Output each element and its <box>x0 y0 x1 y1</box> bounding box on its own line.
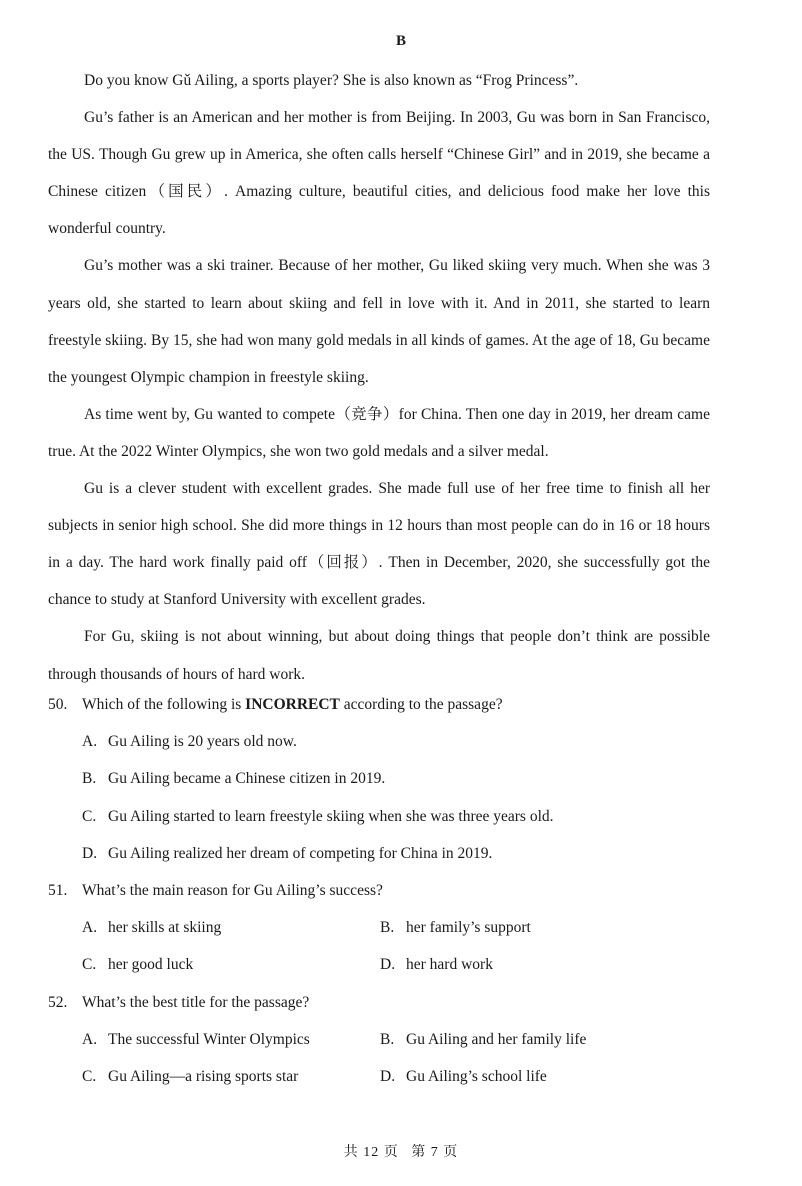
option-text: Gu Ailing is 20 years old now. <box>108 733 297 751</box>
option-letter: B. <box>82 770 97 788</box>
answer-option-b[interactable] <box>380 1021 678 1058</box>
answer-option-c[interactable] <box>48 798 710 835</box>
question-text: Which of the following is <box>82 696 246 713</box>
answer-option-c[interactable] <box>82 946 380 983</box>
option-text: her skills at skiing <box>108 919 222 937</box>
answer-option-a[interactable] <box>48 723 710 760</box>
section-letter: B <box>395 33 406 49</box>
option-letter: C. <box>82 956 97 974</box>
question-stem <box>48 686 710 723</box>
question-stem <box>48 984 710 1021</box>
question-list <box>48 686 710 1095</box>
answer-option-d[interactable] <box>380 1058 678 1095</box>
passage-paragraph-2: Gu’s father is an American and her mother is from Beijing. In 2003, Gu was born in San Francisco, the US. Though Gu grew up in America, she often calls herself “Chinese Girl” and in 2019, she became a Chinese citizen（国民）. Amazing culture, beautiful cities, and delicious food make her love this wonderful country. <box>48 109 710 238</box>
answer-option-row <box>48 1021 710 1058</box>
question-text-end: according to the passage? <box>339 696 503 713</box>
reading-passage <box>48 62 710 693</box>
question-keyword: INCORRECT <box>245 696 340 713</box>
answer-option-b[interactable] <box>380 909 678 946</box>
option-letter: D. <box>82 844 98 862</box>
option-letter: B. <box>380 1030 395 1048</box>
passage-paragraph-5: Gu is a clever student with excellent grades. She made full use of her free time to finish all her subjects in senior high school. She did more things in 12 hours than most people can do in 16 or 18 hours in a day. The hard work finally paid off（回报）. Then in December, 2020, she successfully got the chance to study at Stanford University with excellent grades. <box>48 480 710 609</box>
option-text: Gu Ailing’s school life <box>406 1068 547 1086</box>
question-51 <box>48 872 710 984</box>
option-text: Gu Ailing—a rising sports star <box>108 1068 299 1086</box>
answer-option-b[interactable] <box>48 760 710 797</box>
question-text: What’s the main reason for Gu Ailing’s success? <box>82 882 383 900</box>
option-letter: D. <box>380 956 396 974</box>
passage-paragraph-3: Gu’s mother was a ski trainer. Because of her mother, Gu liked skiing very much. When she was 3 years old, she started to learn about skiing and fell in love with it. And in 2011, she started to learn freestyle skiing. By 15, she had won many gold medals in all kinds of games. At the age of 18, Gu became the youngest Olympic champion in freestyle skiing. <box>48 257 710 386</box>
answer-option-d[interactable] <box>380 946 678 983</box>
question-number: 50. <box>48 696 68 713</box>
option-text: Gu Ailing realized her dream of competing for China in 2019. <box>108 844 493 862</box>
option-text: her family’s support <box>406 919 531 937</box>
question-50 <box>48 686 710 872</box>
question-text: What’s the best title for the passage? <box>82 993 310 1011</box>
page-footer <box>0 1141 802 1161</box>
answer-option-row <box>48 946 710 983</box>
option-letter: A. <box>82 1030 98 1048</box>
option-text: The successful Winter Olympics <box>108 1030 310 1048</box>
option-letter: B. <box>380 919 395 937</box>
total-pages-label: 共 12 页 <box>343 1145 399 1160</box>
option-text: Gu Ailing and her family life <box>406 1030 587 1048</box>
answer-option-row <box>48 909 710 946</box>
answer-option-c[interactable] <box>82 1058 380 1095</box>
passage-paragraph-4: As time went by, Gu wanted to compete（竞争）for China. Then one day in 2019, her dream came true. At the 2022 Winter Olympics, she won two gold medals and a silver medal. <box>48 405 710 460</box>
question-stem <box>48 872 710 909</box>
passage-paragraph-6: For Gu, skiing is not about winning, but about doing things that people don’t think are possible through thousands of hours of hard work. <box>48 628 710 683</box>
option-text: Gu Ailing became a Chinese citizen in 2019. <box>108 770 386 788</box>
question-number: 52. <box>48 993 68 1011</box>
option-letter: C. <box>82 807 97 825</box>
option-text: her good luck <box>108 956 194 974</box>
option-text: Gu Ailing started to learn freestyle skiing when she was three years old. <box>108 807 554 825</box>
option-letter: A. <box>82 919 98 937</box>
answer-option-d[interactable] <box>48 835 710 872</box>
page-number-label: 第 7 页 <box>411 1145 459 1160</box>
question-52 <box>48 984 710 1096</box>
answer-option-row <box>48 1058 710 1095</box>
option-letter: D. <box>380 1068 396 1086</box>
option-letter: A. <box>82 733 98 751</box>
option-text: her hard work <box>406 956 493 974</box>
passage-paragraph-1: Do you know Gǔ Ailing, a sports player? She is also known as “Frog Princess”. <box>84 72 579 89</box>
answer-option-a[interactable] <box>82 909 380 946</box>
option-letter: C. <box>82 1068 97 1086</box>
question-number: 51. <box>48 882 68 900</box>
answer-option-a[interactable] <box>82 1021 380 1058</box>
